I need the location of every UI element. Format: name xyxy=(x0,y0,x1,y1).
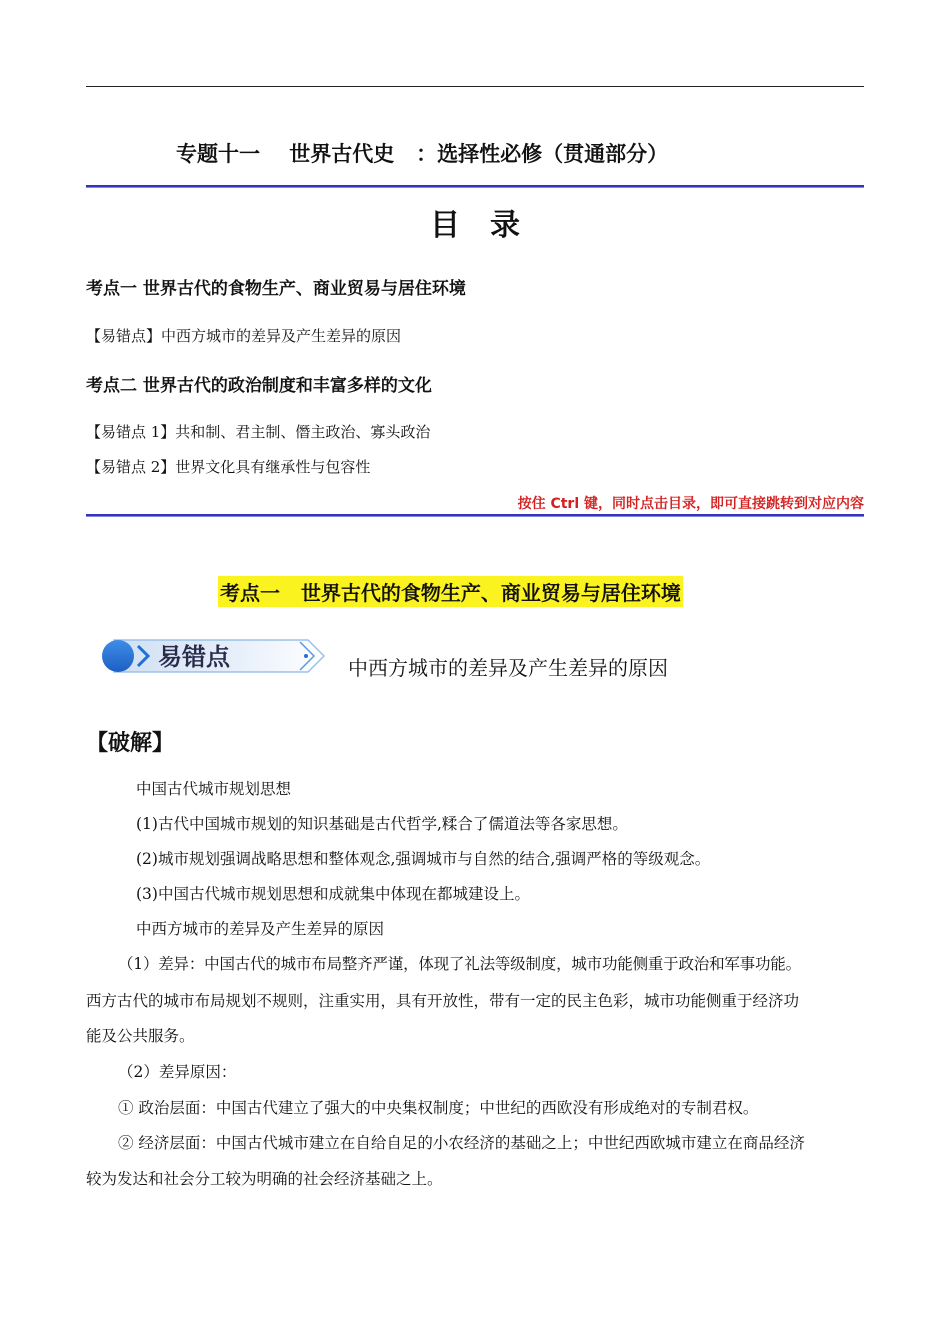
section-title-kp1: 考点一 世界古代的食物生产、商业贸易与居住环境 xyxy=(218,576,683,607)
badge-banner-icon xyxy=(100,634,330,678)
toc-link-item1[interactable]: 【易错点】中西方城市的差异及产生差异的原因 xyxy=(86,327,402,345)
title-divider xyxy=(86,185,864,188)
body-line: ② 经济层面：中国古代城市建立在自给自足的小农经济的基础之上；中世纪西欧城市建立在商品经济 xyxy=(118,1134,805,1152)
body-line: （2）差异原因： xyxy=(118,1063,237,1081)
body-line: 较为发达和社会分工较为明确的社会经济基础之上。 xyxy=(86,1170,443,1188)
toc-divider xyxy=(86,514,864,517)
body-line: 中国古代城市规划思想 xyxy=(136,780,292,798)
body-line: (2)城市规划强调战略思想和整体观念,强调城市与自然的结合,强调严格的等级观念。 xyxy=(136,850,711,868)
page-title: 专题十一 世界古代史 ：选择性必修（贯通部分） xyxy=(176,142,669,166)
body-line: 能及公共服务。 xyxy=(86,1027,195,1045)
toc-link-item2[interactable]: 【易错点 1】共和制、君主制、僭主政治、寡头政治 xyxy=(86,423,431,441)
badge-label: 易错点 xyxy=(158,643,230,671)
pojie-heading: 【破解】 xyxy=(86,731,175,756)
toc-heading: 目录 xyxy=(430,208,550,243)
badge-subtitle: 中西方城市的差异及产生差异的原因 xyxy=(348,656,668,680)
ctrl-click-hint: 按住 Ctrl 键，同时点击目录，即可直接跳转到对应内容 xyxy=(517,496,864,512)
error-point-badge xyxy=(100,634,330,678)
body-line: 西方古代的城市布局规划不规则，注重实用，具有开放性，带有一定的民主色彩，城市功能侧重于经济功 xyxy=(86,992,800,1010)
toc-link-kp1[interactable]: 考点一 世界古代的食物生产、商业贸易与居住环境 xyxy=(86,279,466,299)
toc-link-kp2[interactable]: 考点二 世界古代的政治制度和丰富多样的文化 xyxy=(86,376,432,396)
body-line: ① 政治层面：中国古代建立了强大的中央集权制度；中世纪的西欧没有形成绝对的专制君权。 xyxy=(118,1099,759,1117)
top-rule xyxy=(86,86,864,87)
toc-link-item3[interactable]: 【易错点 2】世界文化具有继承性与包容性 xyxy=(86,458,371,476)
body-line: (1)古代中国城市规划的知识基础是古代哲学,糅合了儒道法等各家思想。 xyxy=(136,815,628,833)
body-line: （1）差异：中国古代的城市布局整齐严谨，体现了礼法等级制度，城市功能侧重于政治和军事功能。 xyxy=(118,955,801,973)
body-line: (3)中国古代城市规划思想和成就集中体现在都城建设上。 xyxy=(136,885,530,903)
body-line: 中西方城市的差异及产生差异的原因 xyxy=(136,920,385,938)
